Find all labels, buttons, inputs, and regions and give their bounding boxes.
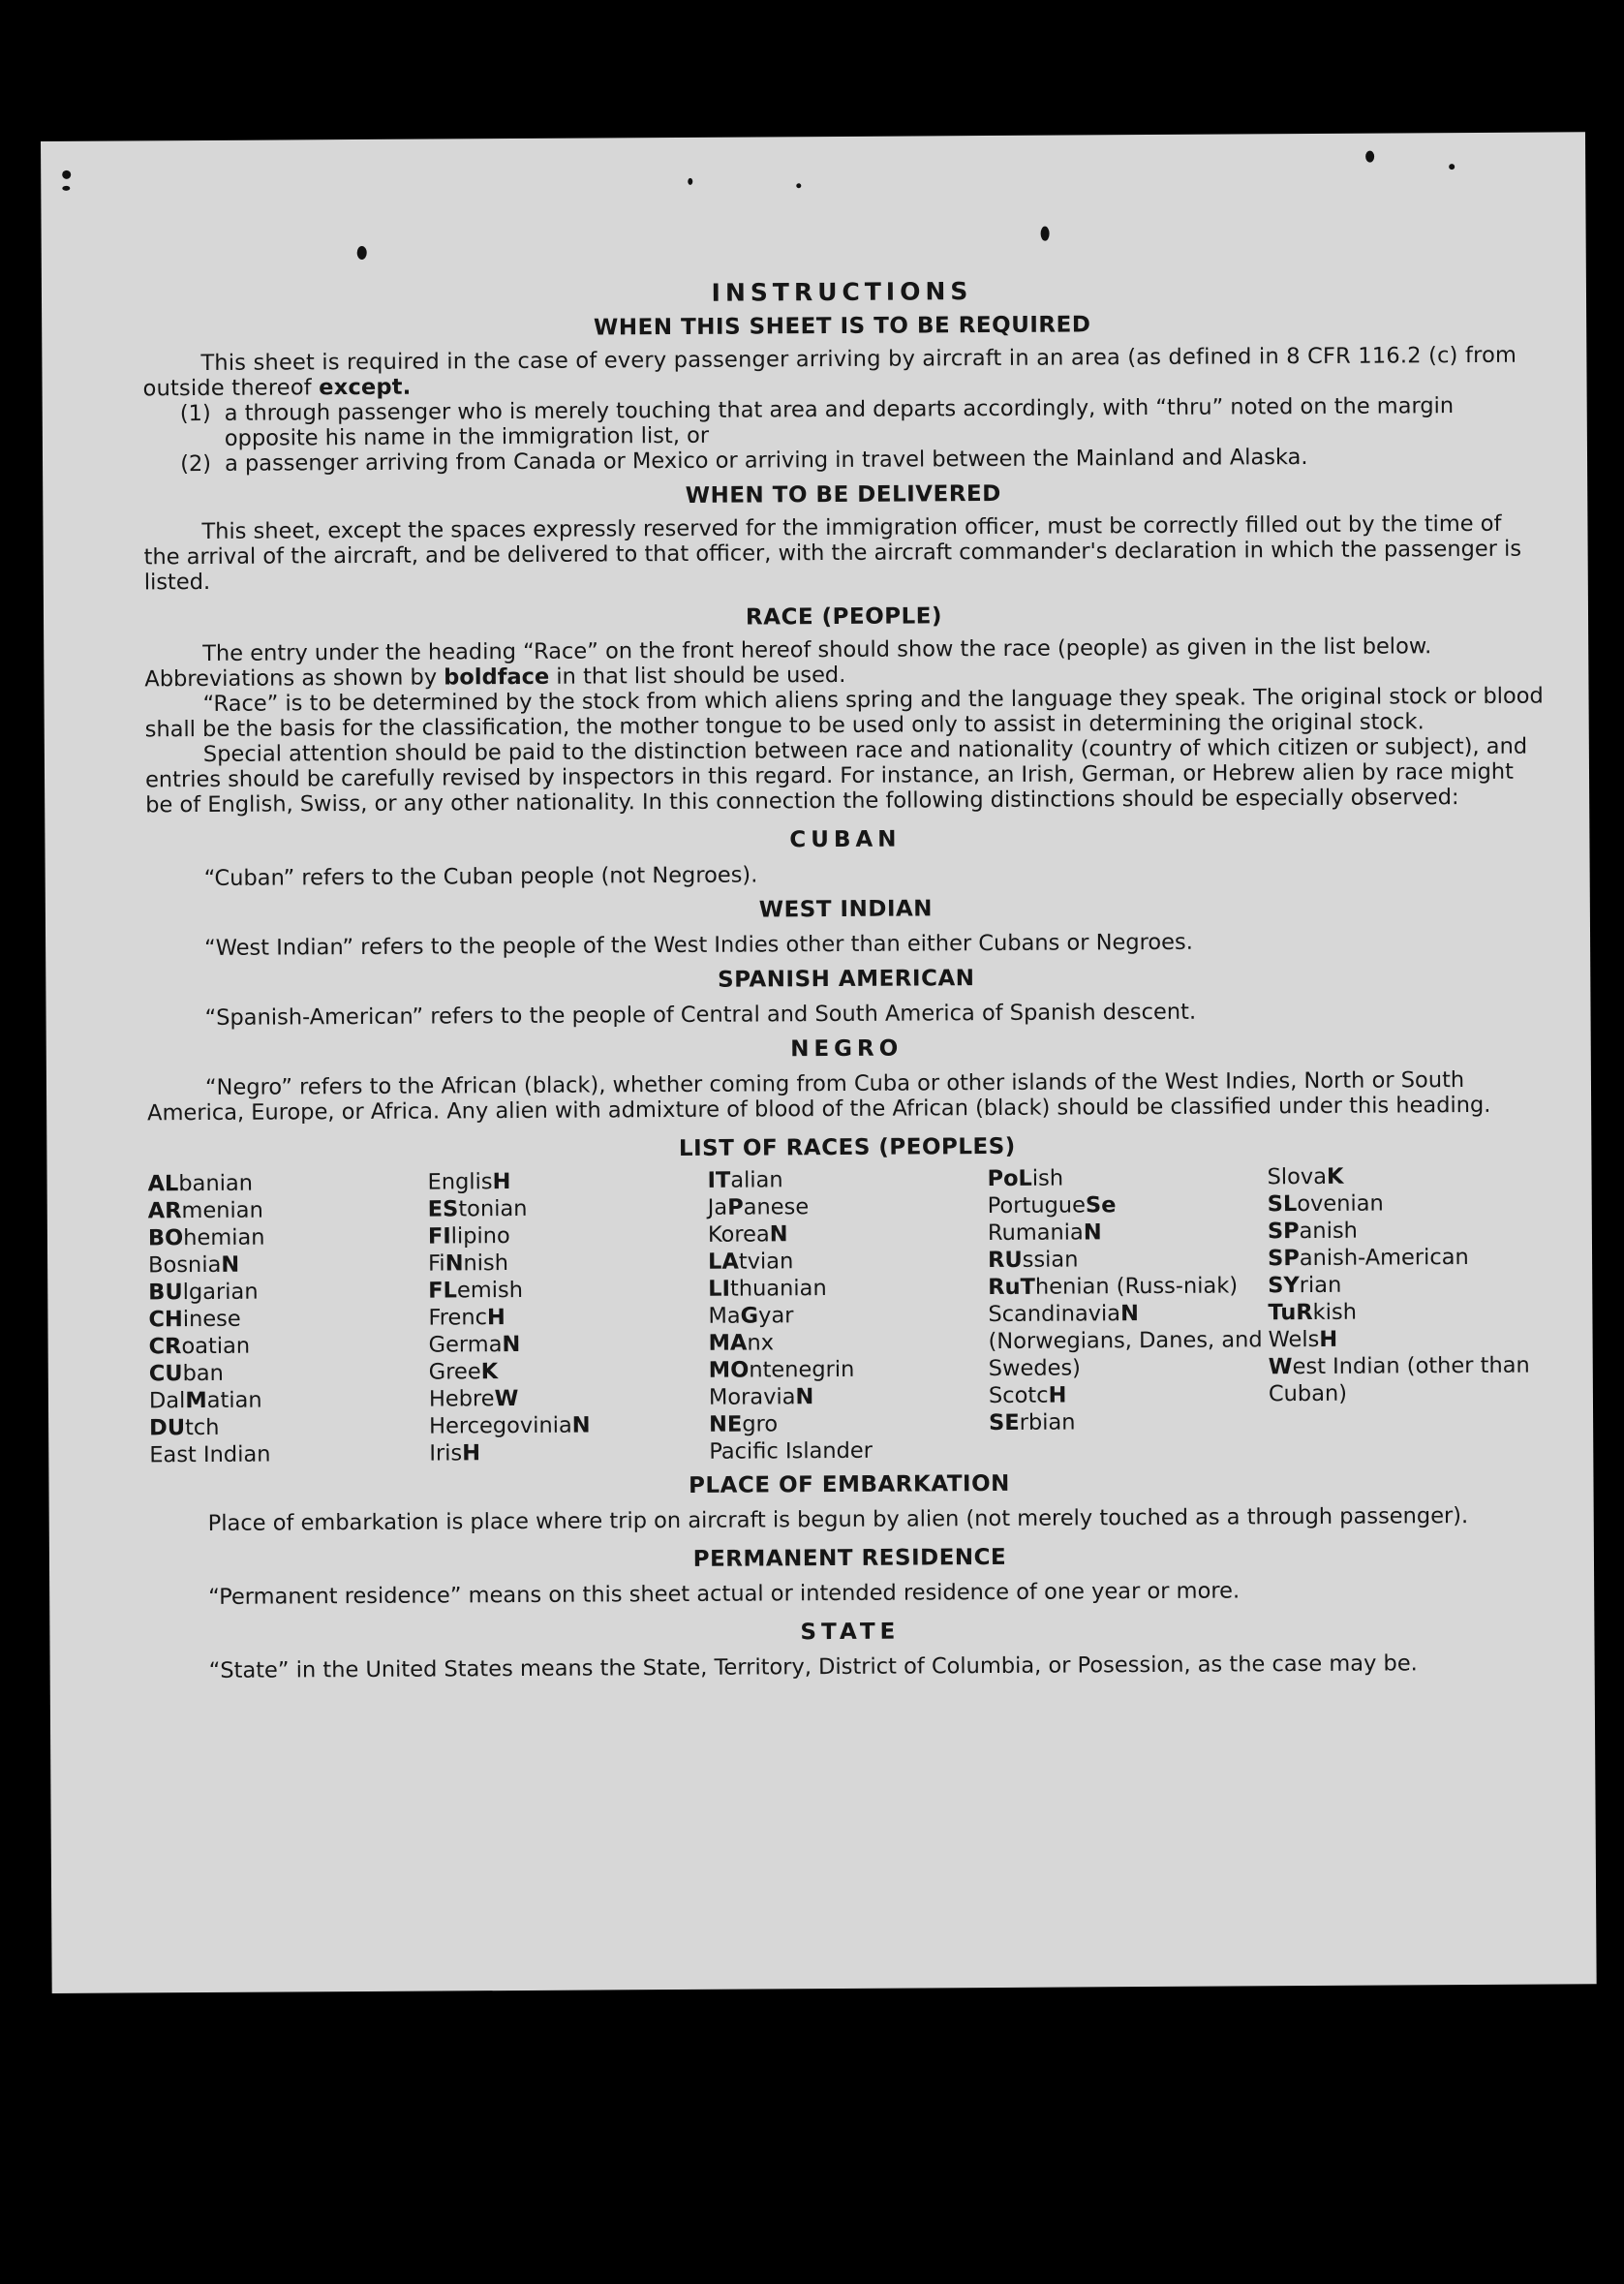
race-entry: NEgro — [709, 1411, 779, 1437]
race-entry: SPanish-American — [1267, 1245, 1469, 1272]
required-item-2: (2) a passenger arriving from Canada or Mexico or arriving in travel between the Mainland and Alaska. — [180, 445, 1308, 478]
race-entry: WelsH — [1268, 1326, 1338, 1353]
race-entry: ScotcH — [988, 1382, 1067, 1409]
race-entry: West Indian (other than Cuban) — [1268, 1352, 1530, 1407]
race-entry: SLovenian — [1267, 1190, 1384, 1218]
negro-text: “Negro” refers to the African (black), whether coming from Cuba or other islands of the West Indies, North or South America, Europe, or Africa. Any alien with admixture of blood of the African (black) should be classified under this heading. — [147, 1067, 1491, 1127]
race-entry: JaPanese — [707, 1194, 810, 1220]
race-entry: MAnx — [708, 1330, 775, 1356]
races-column-3 — [707, 1165, 989, 1466]
race-entry: SYrian — [1268, 1272, 1342, 1299]
west-indian-text: “West Indian” refers to the people of the West Indies other than either Cubans or Negroes. — [204, 929, 1193, 961]
required-intro: This sheet is required in the case of every passenger arriving by aircraft in an area (as defined in 8 CFR 116.2 (c) from outside thereof except. — [142, 342, 1517, 402]
section-heading-embarkation: PLACE OF EMBARKATION — [689, 1470, 1010, 1498]
race-entry: LIthuanian — [708, 1276, 827, 1302]
section-heading-state: STATE — [800, 1619, 901, 1646]
race-paragraph-3: Special attention should be paid to the distinction between race and nationality (country of which citizen or subject), and entries should be carefully revised by inspectors in this regard. For instance, an Irish, German, or Hebrew alien by race might be of English, Swiss, or any other nationality. In this connection the following distinctions should be especially observed: — [144, 733, 1528, 818]
races-column-1 — [147, 1169, 429, 1469]
race-entry: SErbian — [989, 1409, 1076, 1436]
section-heading-negro: NEGRO — [790, 1035, 904, 1063]
races-column-2 — [427, 1167, 709, 1467]
race-entry: ScandinaviaN (Norwegians, Danes, and Swedes) — [988, 1301, 1263, 1382]
races-list — [147, 1162, 1548, 1469]
required-item-1: (1) a through passenger who is merely touching that area and departs accordingly, with “thru” noted on the margin opposite his name in the immigration list, or — [179, 393, 1455, 451]
race-entry: BosniaN — [148, 1251, 240, 1279]
race-entry: ITalian — [707, 1167, 783, 1193]
residence-text: “Permanent residence” means on this sheet actual or intended residence of one year or more. — [208, 1578, 1241, 1610]
section-heading-required: WHEN THIS SHEET IS TO BE REQUIRED — [593, 312, 1091, 341]
races-column-5 — [1267, 1162, 1548, 1463]
spanish-american-text: “Spanish-American” refers to the people of Central and South America of Spanish descent. — [204, 999, 1197, 1031]
list-of-races-heading: LIST OF RACES (PEOPLES) — [678, 1133, 1016, 1161]
delivered-text: This sheet, except the spaces expressly reserved for the immigration officer, must be correctly filled out by the time of the arrival of the aircraft, and be delivered to that officer, with the aircraft commander's declaration in which the passenger is listed. — [143, 510, 1522, 596]
race-entry: FLemish — [428, 1277, 524, 1304]
race-paragraph-1: The entry under the heading “Race” on the front hereof should show the race (people) as given in the list below. Abbreviations as shown by boldface in that list should be used. — [144, 633, 1432, 693]
race-entry: RumaniaN — [987, 1219, 1102, 1247]
race-entry: DUtch — [149, 1414, 220, 1441]
state-text: “State” in the United States means the State, Territory, District of Columbia, or Posession, as the case may be. — [208, 1651, 1418, 1683]
embarkation-text: Place of embarkation is place where trip on aircraft is begun by alien (not merely touched as a through passenger). — [207, 1503, 1469, 1536]
race-entry: IrisH — [429, 1440, 481, 1466]
section-heading-delivered: WHEN TO BE DELIVERED — [685, 480, 1001, 509]
race-entry: SlovaK — [1267, 1163, 1344, 1190]
race-entry: KoreaN — [707, 1221, 788, 1248]
race-entry: TuRkish — [1268, 1299, 1357, 1326]
document-sheet — [41, 132, 1597, 1993]
section-heading-race: RACE (PEOPLE) — [745, 603, 943, 631]
race-entry: MoraviaN — [708, 1384, 814, 1410]
document-content — [142, 274, 1550, 1684]
race-entry: BUlgarian — [148, 1279, 259, 1306]
race-entry: EStonian — [427, 1195, 528, 1222]
race-entry: SPanish — [1267, 1218, 1358, 1245]
race-entry: FIlipino — [427, 1223, 510, 1250]
race-entry: GreeK — [428, 1359, 499, 1385]
race-entry: East Indian — [149, 1441, 271, 1468]
race-entry: LAtvian — [707, 1249, 794, 1275]
race-entry: ALbanian — [147, 1170, 254, 1197]
race-entry: Pacific Islander — [709, 1437, 873, 1465]
race-entry: BOhemian — [147, 1224, 265, 1251]
race-entry: ARmenian — [147, 1197, 263, 1224]
race-entry: MOntenegrin — [708, 1356, 855, 1383]
race-entry: RUssian — [987, 1247, 1079, 1274]
race-entry: DalMatian — [148, 1387, 262, 1414]
section-heading-west-indian: WEST INDIAN — [758, 896, 934, 923]
race-entry: CRoatian — [148, 1333, 251, 1360]
race-entry: CUban — [148, 1360, 224, 1387]
race-entry: HercegoviniaN — [429, 1412, 591, 1439]
race-entry: CHinese — [148, 1306, 241, 1333]
race-entry: PortugueSe — [987, 1192, 1117, 1219]
page-title: INSTRUCTIONS — [711, 277, 973, 307]
race-entry: GermaN — [428, 1331, 521, 1358]
race-entry: RuThenian (Russ-niak) — [988, 1273, 1239, 1301]
section-heading-residence: PERMANENT RESIDENCE — [692, 1544, 1007, 1572]
race-entry: MaGyar — [708, 1303, 794, 1329]
races-column-4 — [987, 1163, 1269, 1464]
race-entry: EnglisH — [427, 1169, 511, 1195]
cuban-text: “Cuban” refers to the Cuban people (not Negroes). — [203, 862, 758, 891]
race-paragraph-2: “Race” is to be determined by the stock from which aliens spring and the language they speak. The original stock or blood shall be the basis for the classification, the mother tongue to be used only to assist in determining the original stock. — [144, 683, 1544, 743]
race-entry: FrencH — [428, 1305, 506, 1331]
section-heading-spanish-american: SPANISH AMERICAN — [718, 966, 975, 993]
section-heading-cuban: CUBAN — [789, 826, 902, 853]
race-entry: PoLish — [987, 1165, 1064, 1192]
race-entry: HebreW — [428, 1386, 519, 1412]
race-entry: FiNnish — [428, 1250, 509, 1277]
